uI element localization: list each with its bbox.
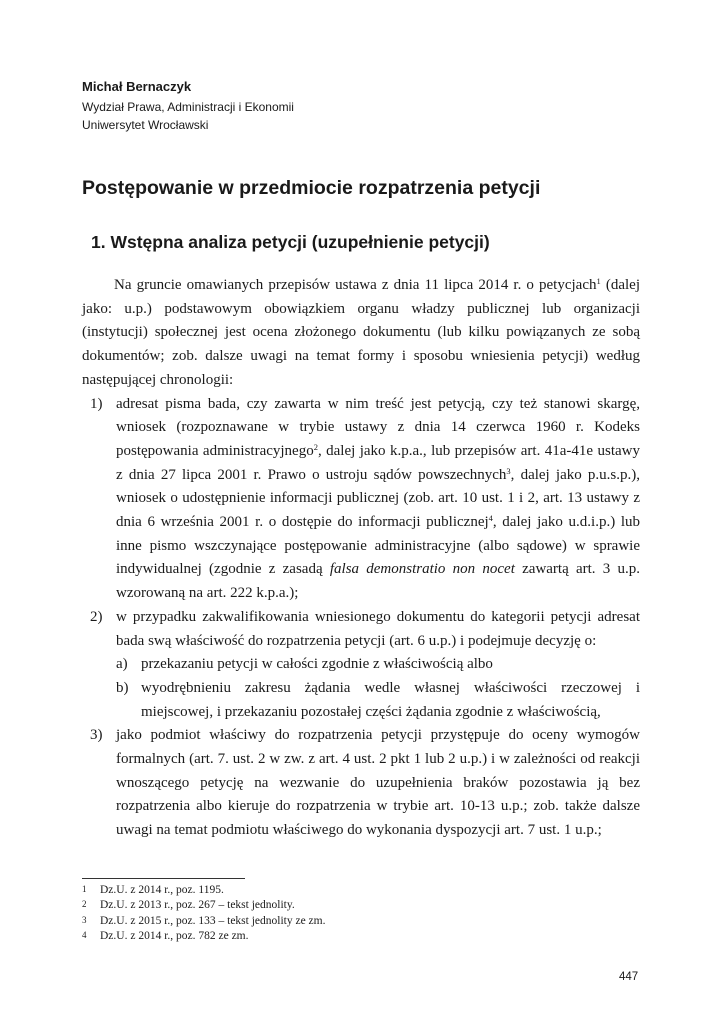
list-item-1 (82, 393, 640, 606)
sub-item-a-text: przekazaniu petycji w całości zgodnie z właściwością albo (141, 656, 493, 673)
list-item-3 (82, 724, 640, 843)
footnote-ref-3: 3 (506, 465, 511, 476)
footnote-2 (82, 898, 325, 913)
footnote-ref-1: 1 (596, 276, 601, 286)
sub-item-a-letter: a) (116, 656, 128, 673)
sub-item-b-letter: b) (116, 679, 129, 696)
list-number-2: 2) (90, 608, 103, 625)
item1-text-part3: , dalej jako p.u.s.p.), wniosek o udostępnienie informacji publicznej (zob. art. 10 ust. 1 i 2, art. 13 ustawy z dnia 6 września 2001 r. o dostępie do informacji publicznej (116, 466, 640, 531)
section-heading: 1. Wstępna analiza petycji (uzupełnienie petycji) (91, 232, 490, 252)
latin-phrase: falsa demonstratio non nocet (329, 561, 515, 578)
list-number-3: 3) (90, 727, 103, 744)
footnote-number: 1 (82, 884, 87, 894)
item3-text: jako podmiot właściwy do rozpatrzenia petycji przystępuje do oceny wymogów formalnych (art. 7. ust. 2 w zw. z art. 4 ust. 2 pkt 1 lub 2 u.p.) i w zależności od reakcji wnoszącego petycję na wezwanie do uzupełnienia braków pozostawia ją bez rozpatrzenia albo kieruje do rozpatrzenia w trybie art. 10-13 u.p.; zob. także dalsze uwagi na temat podmiotu właściwego do wykonania dyspozycji art. 7 ust. 1 u.p.; (116, 727, 640, 839)
sub-item-b-text: wyodrębnieniu zakresu żądania wedle własnej właściwości rzeczowej i miejscowej, i przekazaniu pozostałej części żądania zgodnie z właściwością, (141, 679, 640, 720)
footnotes (82, 883, 325, 944)
footnote-text: Dz.U. z 2014 r., poz. 1195. (100, 884, 224, 896)
footnote-number: 4 (82, 929, 87, 940)
footnote-number: 3 (82, 914, 87, 925)
item1-text-part1: adresat pisma bada, czy zawarta w nim treść jest petycją, czy też stanowi skargę, wniosek (rozpoznawane w trybie ustawy z dnia 14 czerwca 1960 r. Kodeks postępowania administracyjnego (116, 395, 640, 459)
footnote-4 (82, 929, 325, 944)
footnote-ref-2: 2 (313, 441, 318, 452)
affiliation-university: Uniwersytet Wrocławski (82, 118, 209, 132)
page-number: 447 (619, 971, 639, 983)
footnote-text: Dz.U. z 2015 r., poz. 133 – tekst jednolity ze zm. (100, 914, 326, 927)
list-item-2 (82, 606, 640, 653)
item1-text-part4: , dalej jako u.d.i.p.) lub inne pismo wszczynające postępowanie administracyjne (albo sądowe) w sprawie indywidualnej (zgodnie z zasadą (116, 514, 640, 578)
author-name: Michał Bernaczyk (82, 79, 192, 94)
item1-text-part5: zawartą art. 3 u.p. wzorowaną na art. 222 k.p.a.); (116, 561, 641, 602)
item2-text: w przypadku zakwalifikowania wniesionego dokumentu do kategorii petycji adresat bada swą właściwość do rozpatrzenia petycji (art. 6 u.p.) i podejmuje decyzję o: (116, 608, 640, 649)
intro-paragraph (82, 274, 640, 393)
sub-item-a (82, 653, 640, 677)
body-text (82, 274, 640, 843)
footnote-ref-4: 4 (488, 513, 493, 524)
intro-text-start: Na gruncie omawianych przepisów ustawa z dnia 11 lipca 2014 r. o petycjach (114, 277, 597, 293)
footnote-number: 2 (82, 899, 87, 910)
footnote-text: Dz.U. z 2014 r., poz. 782 ze zm. (100, 929, 249, 942)
item1-text-part2: , dalej jako k.p.a., lub przepisów art. 41a-41e ustawy z dnia 27 lipca 2001 r. Prawo o ustroju sądów powszechnych (116, 442, 641, 483)
list-number-1: 1) (90, 395, 103, 412)
footnote-3 (82, 914, 325, 929)
intro-text-end: (dalej jako: u.p.) podstawowym obowiązkiem organu władzy publicznej lub organizacji (instytucji) społecznej jest ocena złożonego dokumentu (lub kilku powiązanych ze sobą dokumentów; zob. dalsze uwagi na temat formy i sposobu wniesienia petycji) według następującej chronologii: (82, 277, 640, 388)
chapter-title: Postępowanie w przedmiocie rozpatrzenia petycji (82, 177, 541, 199)
footnote-1 (82, 883, 325, 898)
footnote-separator (82, 878, 245, 879)
sub-item-b (82, 677, 640, 724)
affiliation-faculty: Wydział Prawa, Administracji i Ekonomii (82, 100, 294, 114)
footnote-text: Dz.U. z 2013 r., poz. 267 – tekst jednolity. (100, 899, 295, 912)
